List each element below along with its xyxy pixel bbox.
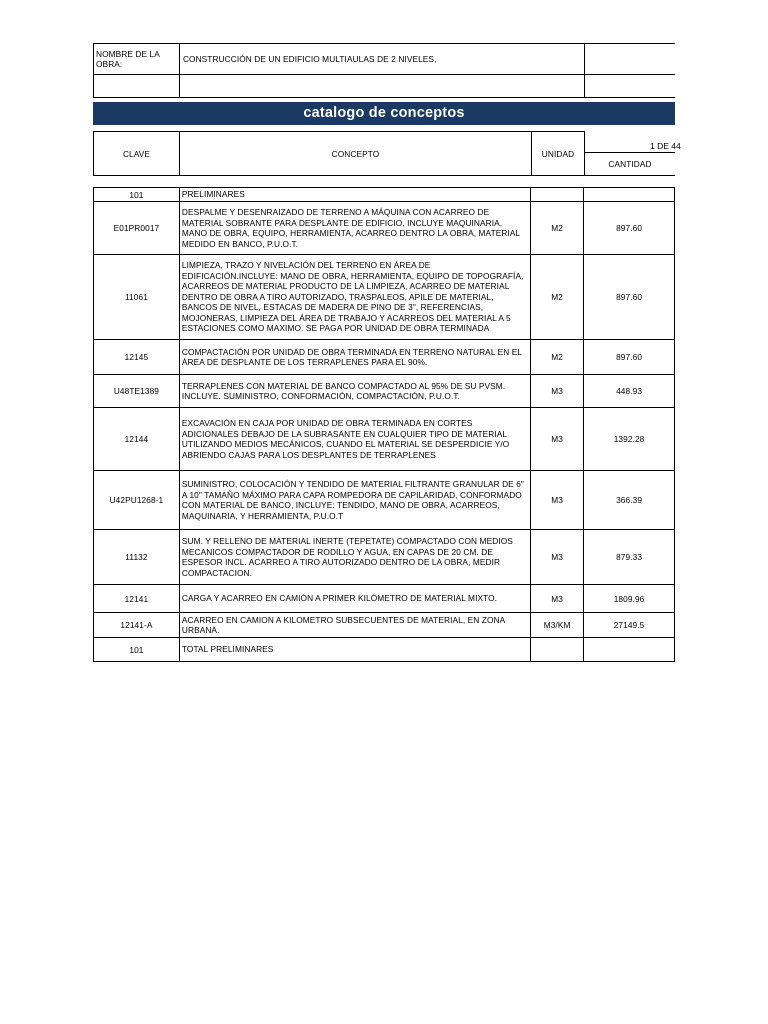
- blank-cell: [179, 75, 584, 98]
- clave-cell: 11132: [94, 530, 180, 585]
- concepto-text: SUM. Y RELLENO DE MATERIAL INERTE (TEPETATE) COMPACTADO CON MEDIOS MECANICOS COMPACTADOR DE RODILLO Y AGUA, EN CAPAS DE 20 CM. DE ESPESOR INCL. ACARREO A TIRO AUTORIZADO DENTRO DE LA OBRA, MEDIR COMPACTACION.: [181, 536, 513, 578]
- project-blank-row: [94, 75, 676, 98]
- clave-cell: E01PR0017: [94, 202, 180, 255]
- table-row: [94, 638, 675, 662]
- unidad-header: UNIDAD: [532, 132, 585, 176]
- concepto-cell: [179, 585, 530, 613]
- concepto-text: SUMINISTRO, COLOCACIÓN Y TENDIDO DE MATERIAL FILTRANTE GRANULAR DE 6" A 10" TAMAÑO MÁXIMO PARA CAPA ROMPEDORA DE CAPILARIDAD, CONFORMADO CON MATERIAL DE BANCO, INCLUYE: TENDIDO, MANO DE OBRA, ACARREOS, MAQUINARIA, Y HERRAMIENTA, P.U.O.T: [181, 479, 524, 521]
- unidad-cell: M3: [531, 375, 584, 408]
- cantidad-cell: 879.33: [584, 530, 675, 585]
- clave-cell: U48TE1389: [94, 375, 180, 408]
- concepto-cell: [179, 255, 530, 340]
- table-row: [94, 375, 675, 408]
- project-info-table: [93, 43, 675, 98]
- cantidad-cell: [584, 638, 675, 662]
- concept-table: [93, 187, 675, 662]
- cantidad-header: CANTIDAD: [585, 153, 676, 176]
- cantidad-cell: 27149.5: [584, 613, 675, 638]
- cantidad-cell: 448.93: [584, 375, 675, 408]
- table-row: [94, 471, 675, 530]
- concepto-cell: [179, 188, 530, 202]
- table-row: [94, 202, 675, 255]
- concepto-text: DESPALME Y DESENRAIZADO DE TERRENO A MÁQUINA CON ACARREO DE MATERIAL SOBRANTE PARA DESPLANTE DE EDIFICIO, INCLUYE MAQUINARIA, MANO DE OBRA, EQUIPO, HERRAMIENTA, ACARREO DENTRO LA OBRA, MATERIAL MEDIDO EN BANCO, P.U.O.T.: [181, 207, 520, 249]
- unidad-cell: [531, 638, 584, 662]
- clave-cell: 101: [94, 638, 180, 662]
- unidad-cell: M3: [531, 408, 584, 471]
- clave-cell: 11061: [94, 255, 180, 340]
- unidad-cell: M3: [531, 585, 584, 613]
- concepto-cell: [179, 613, 530, 638]
- cantidad-cell: 1809.96: [584, 585, 675, 613]
- unidad-cell: [531, 188, 584, 202]
- unidad-cell: M3: [531, 530, 584, 585]
- unidad-cell: M3/KM: [531, 613, 584, 638]
- obra-label: NOMBRE DE LA OBRA:: [94, 44, 180, 75]
- obra-value: CONSTRUCCIÓN DE UN EDIFICIO MULTIAULAS DE 2 NIVELES,: [179, 44, 584, 75]
- table-row: [94, 585, 675, 613]
- concepto-cell: [179, 471, 530, 530]
- concepto-text: ACARREO EN CAMION A KILOMETRO SUBSECUENTES DE MATERIAL, EN ZONA URBANA.: [181, 614, 505, 635]
- table-row: [94, 408, 675, 471]
- unidad-cell: M2: [531, 255, 584, 340]
- page-indicator: 1 DE 44: [650, 141, 681, 151]
- concepto-text: PRELIMINARES: [181, 189, 245, 200]
- cantidad-cell: 897.60: [584, 202, 675, 255]
- blank-cell: [584, 75, 675, 98]
- obra-extra-cell: [584, 44, 675, 75]
- clave-cell: 12145: [94, 340, 180, 375]
- column-header: [93, 131, 675, 176]
- concepto-text: TOTAL PRELIMINARES: [181, 644, 274, 655]
- catalog-title: catalogo de conceptos: [93, 102, 675, 125]
- cantidad-cell: 897.60: [584, 340, 675, 375]
- table-row: [94, 530, 675, 585]
- clave-cell: 12141-A: [94, 613, 180, 638]
- cantidad-cell: 1392.28: [584, 408, 675, 471]
- concepto-text: EXCAVACIÓN EN CAJA POR UNIDAD DE OBRA TERMINADA EN CORTES ADICIONALES DEBAJO DE LA SUBRASANTE EN CUALQUIER TIPO DE MATERIAL UTILIZANDO MEDIOS MECÁNICOS, CUANDO EL MATERIAL SE DESPERDICIE Y/O ABRIENDO CAJAS PARA LOS DESPLANTES DE TERRAPLENES: [181, 418, 510, 460]
- concepto-cell: [179, 340, 530, 375]
- unidad-cell: M2: [531, 202, 584, 255]
- unidad-cell: M2: [531, 340, 584, 375]
- cantidad-cell: [584, 188, 675, 202]
- concepto-text: CARGA Y ACARREO EN CAMIÓN A PRIMER KILÓMETRO DE MATERIAL MIXTO.: [181, 593, 498, 604]
- project-name-row: [94, 44, 676, 75]
- table-row: [94, 188, 675, 202]
- cantidad-cell: 897.60: [584, 255, 675, 340]
- clave-cell: 101: [94, 188, 180, 202]
- concepto-text: COMPACTACIÓN POR UNIDAD DE OBRA TERMINADA EN TERRENO NATURAL EN EL ÁREA DE DESPLANTE DE LOS TERRAPLENES PARA EL 90%.: [181, 346, 522, 367]
- concepto-cell: [179, 408, 530, 471]
- unidad-cell: M3: [531, 471, 584, 530]
- concepto-text: TERRAPLENES CON MATERIAL DE BANCO COMPACTADO AL 95% DE SU PVSM. INCLUYE. SUMINISTRO, CONFORMACIÓN, COMPACTACIÓN, P.U.O.T.: [181, 380, 506, 401]
- blank-cell: [94, 75, 180, 98]
- table-row: [94, 255, 675, 340]
- concepto-cell: [179, 530, 530, 585]
- clave-cell: 12144: [94, 408, 180, 471]
- concepto-text: LIMPIEZA, TRAZO Y NIVELACIÓN DEL TERRENO EN ÁREA DE EDIFICACIÓN.INCLUYE: MANO DE OBRA, HERRAMIENTA, EQUIPO DE TOPOGRAFÍA, ACARREOS DE MATERIAL PRODUCTO DE LA LIMPIEZA, ACARREO DE MATERIAL DENTRO DE OBRA A TIRO AUTORIZADO, TRASPALEOS, APILE DE MATERIAL, BANCOS DE NIVEL, ESTACAS DE MADERA DE PINO DE 3", REFERENCIAS, MOJONERAS, LIMPIEZA DEL ÁREA DE TRABAJO Y ACARREOS DEL MATERIAL A 5 ESTACIONES COMO MAXIMO. SE PAGA POR UNIDAD DE OBRA TERMINADA: [181, 260, 524, 334]
- clave-cell: U42PU1268-1: [94, 471, 180, 530]
- concepto-cell: [179, 202, 530, 255]
- cantidad-cell: 366.39: [584, 471, 675, 530]
- concepto-cell: [179, 638, 530, 662]
- concepto-cell: [179, 375, 530, 408]
- table-row: [94, 613, 675, 638]
- clave-cell: 12141: [94, 585, 180, 613]
- table-row: [94, 340, 675, 375]
- clave-header: CLAVE: [94, 132, 180, 176]
- concepto-header: CONCEPTO: [180, 132, 532, 176]
